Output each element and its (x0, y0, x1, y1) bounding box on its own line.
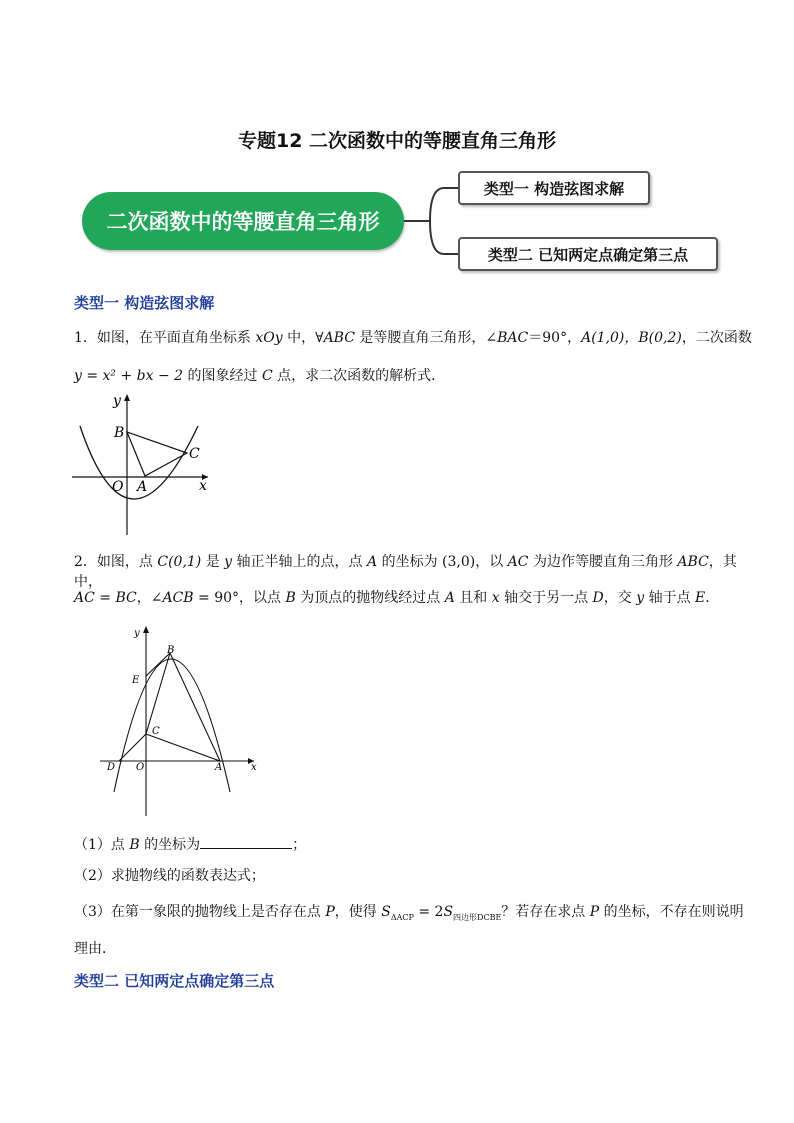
mindmap-connector (404, 180, 464, 270)
fig2-label-e: E (132, 675, 140, 686)
question-2-line-2: AC = BC，∠ACB = 90°，以点 B 为顶点的抛物线经过点 A 且和 x 轴交于另一点 D，交 y 轴于点 E． (74, 590, 720, 606)
section-heading-1: 类型一 构造弦图求解 (74, 294, 215, 312)
fig2-label-b: B (167, 645, 175, 656)
mindmap-branch-2: 类型二 已知两定点确定第三点 (458, 237, 718, 271)
fig1-label-y: y (113, 393, 121, 409)
question-2-figure (100, 622, 270, 818)
fig2-label-o: O (136, 762, 145, 773)
fig2-label-a: A (215, 762, 223, 773)
fig2-label-x: x (251, 762, 257, 773)
question-2-sub-2: （2）求抛物线的函数表达式； (74, 868, 265, 884)
mindmap-branch-1: 类型一 构造弦图求解 (458, 171, 650, 205)
question-2-sub-3: （3）在第一象限的抛物线上是否存在点 P，使得 $S_{\Delta ACP} = 2S_{四边形DCBE}$？若存在求点 P 的坐标，不存在则说明 (74, 904, 744, 922)
question-2-sub-3-cont: 理由． (74, 941, 116, 957)
fig1-label-c: C (189, 446, 200, 462)
section-heading-2: 类型二 已知两定点确定第三点 (74, 972, 275, 990)
fig1-label-a: A (137, 479, 148, 495)
fig2-label-c: C (152, 726, 160, 737)
fig1-label-b: B (114, 425, 125, 441)
fig2-label-d: D (107, 762, 116, 773)
question-2-sub-1: （1）点 B 的坐标为 ； (74, 834, 306, 855)
fig1-label-x: x (199, 478, 207, 494)
page-title: 专题12 二次函数中的等腰直角三角形 (237, 130, 557, 152)
mindmap-main-node: 二次函数中的等腰直角三角形 (82, 192, 404, 250)
question-1-line-1: 1．如图，在平面直角坐标系 xOy 中，∀ABC 是等腰直角三角形，∠BAC＝90°，A(1,0)，B(0,2)，二次函数 (74, 330, 752, 346)
answer-blank[interactable] (200, 834, 292, 849)
fig2-label-y: y (134, 628, 140, 639)
question-1-figure (66, 390, 216, 540)
question-2-line-1: 2．如图，点 C(0,1) 是 y 轴正半轴上的点，点 A 的坐标为 (3,0)，以 AC 为边作等腰直角三角形 ABC，其中， (74, 554, 737, 590)
fig1-label-o: O (112, 479, 124, 495)
question-1-line-2: y = x² + bx − 2 的图象经过 C 点，求二次函数的解析式． (74, 368, 446, 384)
